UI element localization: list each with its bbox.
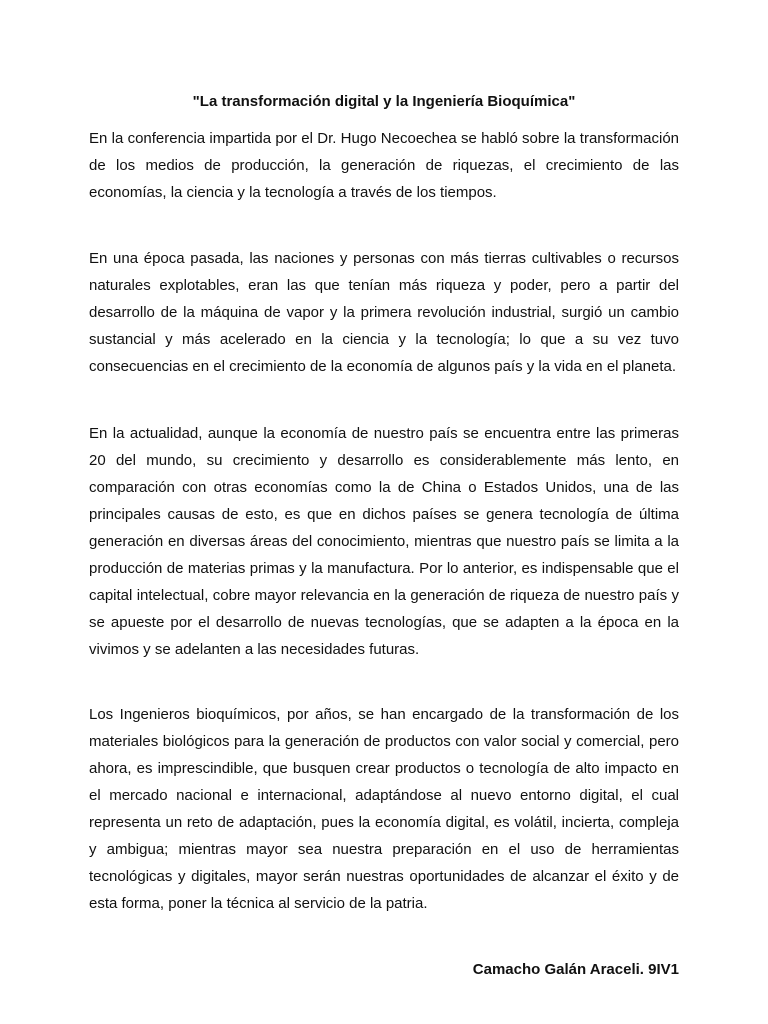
paragraph-biochemical-engineers: Los Ingenieros bioquímicos, por años, se han encargado de la transformación de los materiales biológicos para la generación de productos con valor social y comercial, pero ahora, es imprescindible, que busquen crear productos o tecnología de alto impacto en el mercado nacional e internacional, adaptándose al nuevo entorno digital, el cual representa un reto de adaptación, pues la economía digital, es volátil, incierta, compleja y ambigua; mientras mayor sea nuestra preparación en el uso de herramientas tecnológicas y digitales, mayor serán nuestras oportunidades de alcanzar el éxito y de esta forma, poner la técnica al servicio de la patria. [89, 706, 679, 912]
paragraph-conference: En la conferencia impartida por el Dr. Hugo Necoechea se habló sobre la transformación de los medios de producción, la generación de riquezas, el crecimiento de las economías, la ciencia y la tecnología a través de los tiempos. [89, 130, 679, 201]
document-title: "La transformación digital y la Ingeniería Bioquímica" [192, 93, 576, 110]
author-signature: Camacho Galán Araceli. 9IV1 [472, 961, 679, 978]
paragraph-past-era: En una época pasada, las naciones y personas con más tierras cultivables o recursos naturales explotables, eran las que tenían más riqueza y poder, pero a partir del desarrollo de la máquina de vapor y la primera revolución industrial, surgió un cambio sustancial y más acelerado en la ciencia y la tecnología; lo que a su vez tuvo consecuencias en el crecimiento de la economía de algunos país y la vida en el planeta. [89, 250, 679, 375]
paragraph-present: En la actualidad, aunque la economía de nuestro país se encuentra entre las primeras 20 del mundo, su crecimiento y desarrollo es considerablemente más lento, en comparación con otras economías como la de China o Estados Unidos, una de las principales causas de esto, es que en dichos países se genera tecnología de última generación en diversas áreas del conocimiento, mientras que nuestro país se limita a la producción de materias primas y la manufactura. Por lo anterior, es indispensable que el capital intelectual, cobre mayor relevancia en la generación de riqueza de nuestro país y se apueste por el desarrollo de nuevas tecnologías, que se adapten a la época en la vivimos y se adelanten a las necesidades futuras. [89, 425, 679, 658]
document-page [89, 0, 679, 1024]
